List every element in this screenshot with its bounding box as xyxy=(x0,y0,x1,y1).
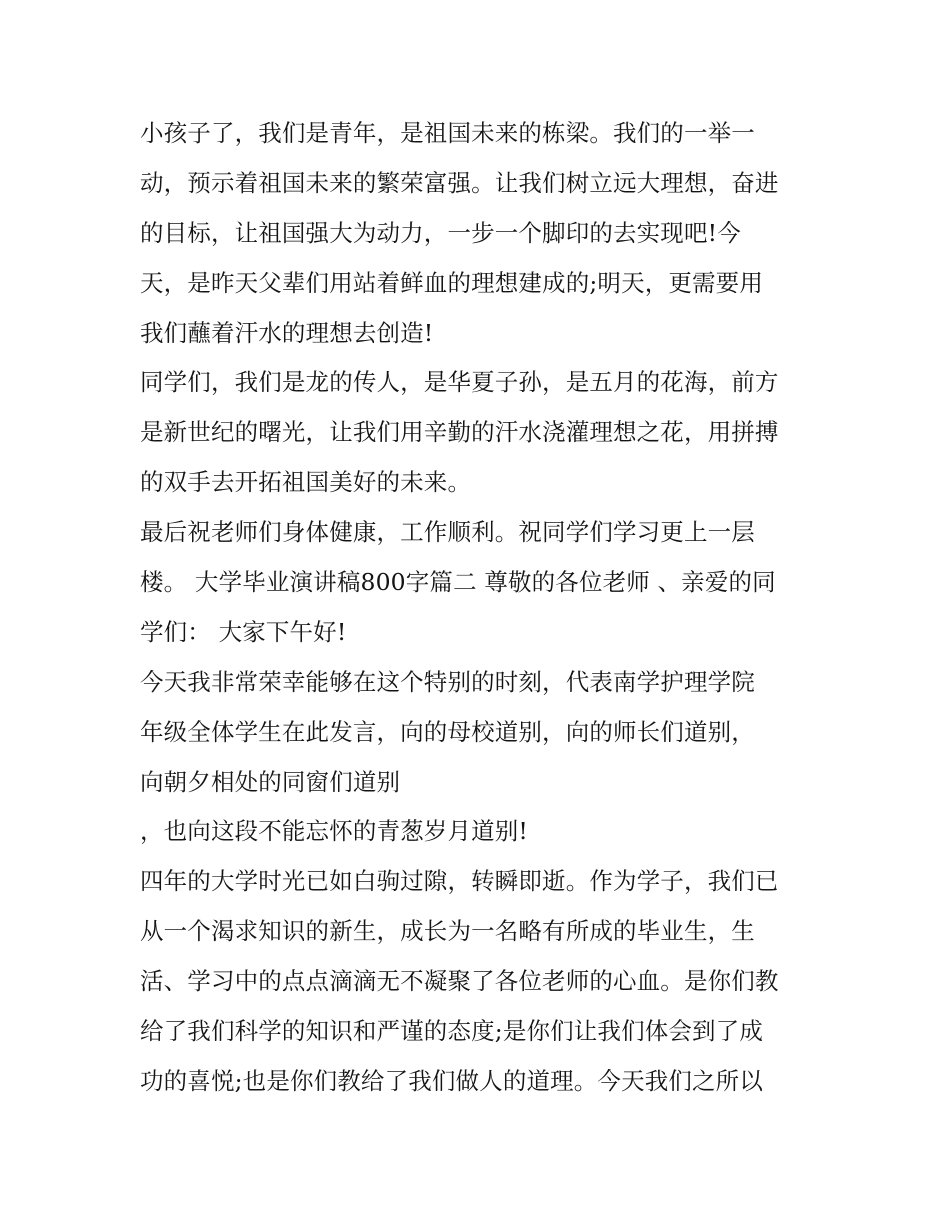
text-line: 的目标，让祖国强大为动力，一步一个脚印的去实现吧!今 xyxy=(140,218,741,247)
document-body xyxy=(140,109,830,1107)
text-line: 给了我们科学的知识和严谨的态度;是你们让我们体会到了成 xyxy=(140,1017,763,1046)
text-line: 最后祝老师们身体健康，工作顺利。祝同学们学习更上一层 xyxy=(140,518,755,547)
text-line: 小孩子了，我们是青年，是祖国未来的栋梁。我们的一举一 xyxy=(140,119,755,147)
text-line: 动，预示着祖国未来的繁荣富强。让我们树立远大理想，奋进 xyxy=(140,168,779,197)
text-line: 今天我非常荣幸能够在这个特别的时刻，代表南学护理学院 xyxy=(140,667,755,696)
text-line: 同学们，我们是龙的传人，是华夏子孙，是五月的花海，前方 xyxy=(140,368,779,397)
text-line: 天，是昨天父辈们用站着鲜血的理想建成的;明天，更需要用 xyxy=(140,268,763,297)
text-line: 的双手去开拓祖国美好的未来。 xyxy=(140,468,472,497)
text-line: 功的喜悦;也是你们教给了我们做人的道理。今天我们之所以 xyxy=(140,1066,763,1095)
text-line: 向朝夕相处的同窗们道别 xyxy=(140,767,401,796)
text-line: 活、学习中的点点滴滴无不凝聚了各位老师的心血。是你们教 xyxy=(140,967,779,996)
text-line: 学们： 大家下午好! xyxy=(140,617,347,646)
text-line: ，也向这段不能忘怀的青葱岁月道别! xyxy=(140,817,528,846)
text-line: 我们蘸着汗水的理想去创造! xyxy=(140,318,434,347)
text-line: 是新世纪的曙光，让我们用辛勤的汗水浇灌理想之花，用拼搏 xyxy=(140,418,779,447)
text-line: 年级全体学生在此发言，向的母校道别，向的师长们道别， xyxy=(140,717,755,746)
text-line: 四年的大学时光已如白驹过隙，转瞬即逝。作为学子，我们已 xyxy=(140,867,779,896)
text-line: 楼。 大学毕业演讲稿800字篇二 尊敬的各位老师 、亲爱的同 xyxy=(140,568,776,597)
text-line: 从一个渴求知识的新生，成长为一名略有所成的毕业生，生 xyxy=(140,917,755,946)
